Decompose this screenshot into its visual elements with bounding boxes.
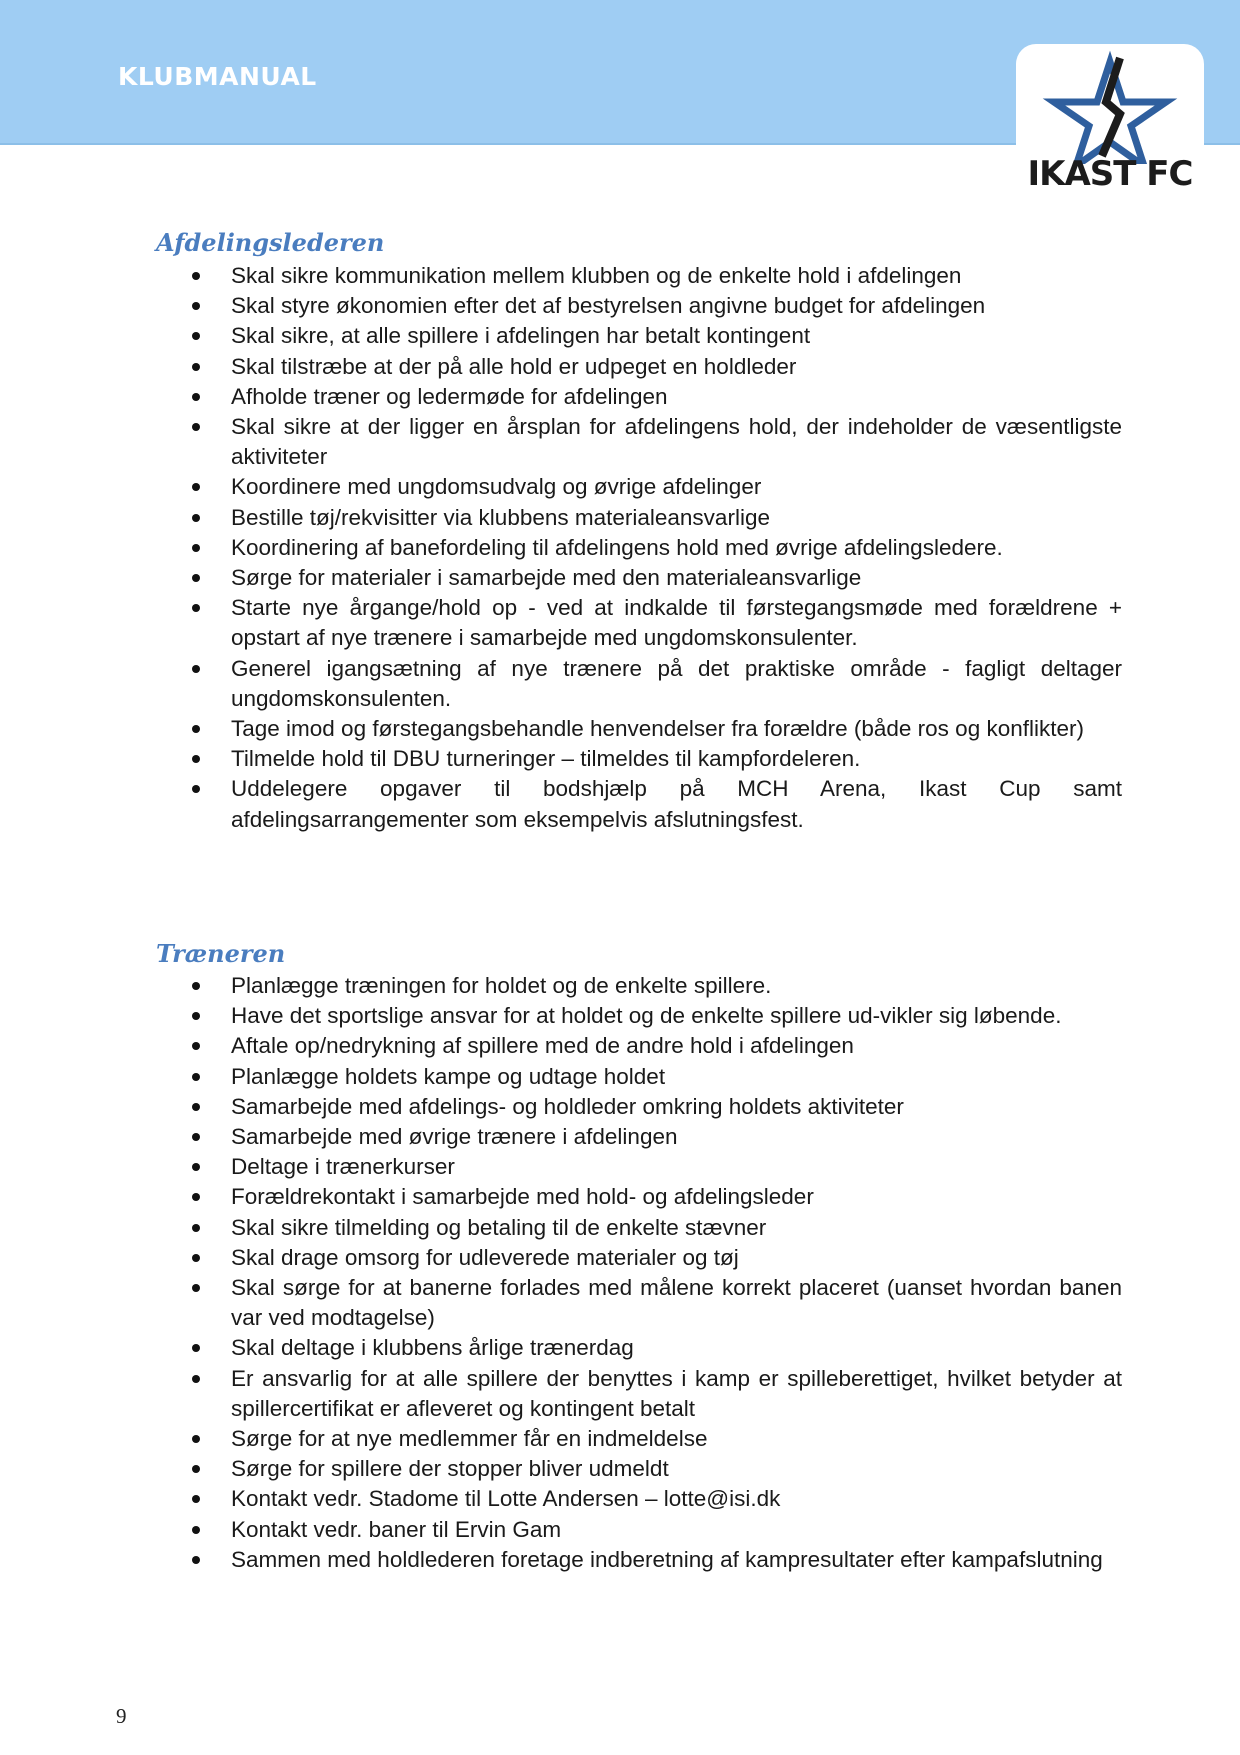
list-item: Sammen med holdlederen foretage indberetning af kampresultater efter kampafslutning — [0, 1545, 1122, 1575]
list-item: Koordinering af banefordeling til afdelingens hold med øvrige afdelingsledere. — [0, 533, 1122, 563]
bullet-icon — [192, 1556, 200, 1564]
logo-text: IKAST FC — [1027, 154, 1193, 194]
list-item: Starte nye årgange/hold op - ved at indkalde til førstegangsmøde med forældrene + opstart af nye trænere i samarbejde med ungdomskonsulenter. — [0, 593, 1122, 653]
bullet-icon — [192, 604, 200, 612]
afdelingsleder-task-list — [0, 261, 1240, 835]
list-item: Tilmelde hold til DBU turneringer – tilmeldes til kampfordeleren. — [0, 744, 1122, 774]
list-item: Sørge for spillere der stopper bliver udmeldt — [0, 1454, 1122, 1484]
club-logo — [1016, 44, 1204, 212]
bullet-icon — [192, 1254, 200, 1262]
bullet-icon — [192, 332, 200, 340]
list-item: Forældrekontakt i samarbejde med hold- og afdelingsleder — [0, 1182, 1122, 1212]
section-heading-traeneren: Træneren — [156, 939, 286, 968]
bullet-icon — [192, 272, 200, 280]
bullet-icon — [192, 982, 200, 990]
bullet-icon — [192, 665, 200, 673]
bullet-icon — [192, 423, 200, 431]
list-item: Generel igangsætning af nye trænere på det praktiske område - fagligt deltager ungdomskonsulenten. — [0, 654, 1122, 714]
list-item: Afholde træner og ledermøde for afdelingen — [0, 382, 1122, 412]
bullet-icon — [192, 574, 200, 582]
bullet-icon — [192, 785, 200, 793]
bullet-icon — [192, 755, 200, 763]
list-item: Skal sikre at der ligger en årsplan for afdelingens hold, der indeholder de væsentligste aktiviteter — [0, 412, 1122, 472]
bullet-icon — [192, 1465, 200, 1473]
list-item: Skal drage omsorg for udleverede materialer og tøj — [0, 1243, 1122, 1273]
list-item: Er ansvarlig for at alle spillere der benyttes i kamp er spilleberettiget, hvilket betyder at spillercertifikat er afleveret og kontingent betalt — [0, 1364, 1122, 1424]
list-item: Skal sikre kommunikation mellem klubben og de enkelte hold i afdelingen — [0, 261, 1122, 291]
bullet-icon — [192, 1193, 200, 1201]
bullet-icon — [192, 1284, 200, 1292]
list-item: Skal deltage i klubbens årlige trænerdag — [0, 1333, 1122, 1363]
list-item: Kontakt vedr. baner til Ervin Gam — [0, 1515, 1122, 1545]
list-item: Deltage i trænerkurser — [0, 1152, 1122, 1182]
section-heading-afdelingslederen: Afdelingslederen — [156, 228, 385, 257]
bullet-icon — [192, 1133, 200, 1141]
bullet-icon — [192, 1375, 200, 1383]
list-item: Sørge for at nye medlemmer får en indmeldelse — [0, 1424, 1122, 1454]
list-item: Kontakt vedr. Stadome til Lotte Andersen – lotte@isi.dk — [0, 1484, 1122, 1514]
star-logo-icon — [1016, 44, 1204, 164]
list-item: Skal tilstræbe at der på alle hold er udpeget en holdleder — [0, 352, 1122, 382]
bullet-icon — [192, 1073, 200, 1081]
list-item: Skal sørge for at banerne forlades med målene korrekt placeret (uanset hvordan banen var ved modtagelse) — [0, 1273, 1122, 1333]
traener-task-list — [0, 971, 1240, 1575]
bullet-icon — [192, 544, 200, 552]
bullet-icon — [192, 1344, 200, 1352]
list-item: Koordinere med ungdomsudvalg og øvrige afdelinger — [0, 472, 1122, 502]
bullet-icon — [192, 1435, 200, 1443]
list-item: Have det sportslige ansvar for at holdet og de enkelte spillere ud-vikler sig løbende. — [0, 1001, 1122, 1031]
bullet-icon — [192, 393, 200, 401]
bullet-icon — [192, 302, 200, 310]
list-item: Tage imod og førstegangsbehandle henvendelser fra forældre (både ros og konflikter) — [0, 714, 1122, 744]
bullet-icon — [192, 1526, 200, 1534]
list-item: Skal sikre tilmelding og betaling til de enkelte stævner — [0, 1213, 1122, 1243]
list-item: Planlægge holdets kampe og udtage holdet — [0, 1062, 1122, 1092]
bullet-icon — [192, 1042, 200, 1050]
list-item: Samarbejde med øvrige trænere i afdelingen — [0, 1122, 1122, 1152]
document-title: KLUBMANUAL — [118, 62, 317, 91]
list-item: Planlægge træningen for holdet og de enkelte spillere. — [0, 971, 1122, 1001]
list-item: Aftale op/nedrykning af spillere med de andre hold i afdelingen — [0, 1031, 1122, 1061]
bullet-icon — [192, 1495, 200, 1503]
list-item: Uddelegere opgaver til bodshjælp på MCH Arena, Ikast Cup samt afdelingsarrangementer som eksempelvis afslutningsfest. — [0, 774, 1122, 834]
bullet-icon — [192, 1103, 200, 1111]
list-item: Sørge for materialer i samarbejde med den materialeansvarlige — [0, 563, 1122, 593]
bullet-icon — [192, 1163, 200, 1171]
bullet-icon — [192, 514, 200, 522]
list-item: Bestille tøj/rekvisitter via klubbens materialeansvarlige — [0, 503, 1122, 533]
list-item: Skal styre økonomien efter det af bestyrelsen angivne budget for afdelingen — [0, 291, 1122, 321]
list-item: Samarbejde med afdelings- og holdleder omkring holdets aktiviteter — [0, 1092, 1122, 1122]
page-number: 9 — [116, 1704, 127, 1728]
list-item: Skal sikre, at alle spillere i afdelingen har betalt kontingent — [0, 321, 1122, 351]
bullet-icon — [192, 1012, 200, 1020]
bullet-icon — [192, 1224, 200, 1232]
bullet-icon — [192, 363, 200, 371]
bullet-icon — [192, 725, 200, 733]
bullet-icon — [192, 483, 200, 491]
